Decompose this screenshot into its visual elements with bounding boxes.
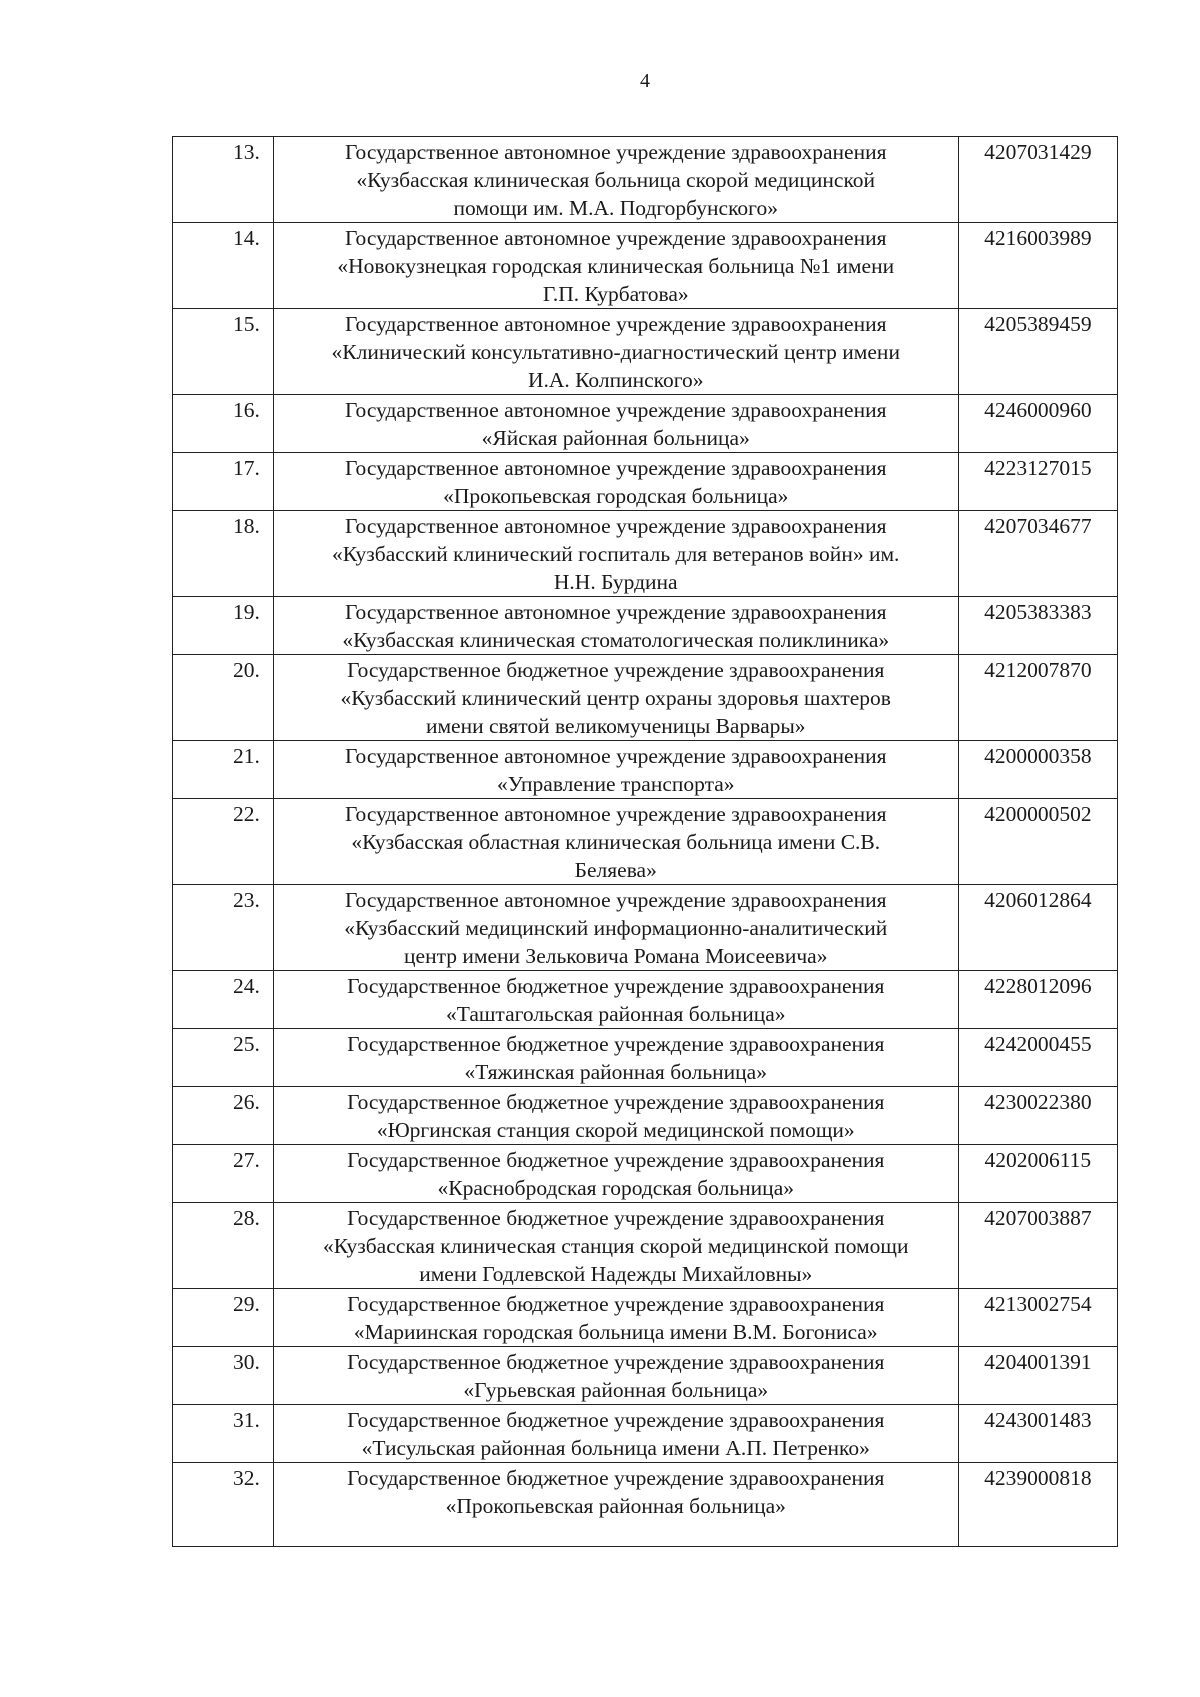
institution-name: [273, 799, 958, 885]
table-row: [173, 1029, 1118, 1087]
institution-name-line: Государственное автономное учреждение здравоохранения: [345, 312, 887, 336]
inn-number: 4243001483: [958, 1405, 1117, 1463]
institution-name-line: «Управление транспорта»: [496, 772, 735, 796]
institution-name: [273, 1289, 958, 1347]
table-row: [173, 1289, 1118, 1347]
institution-name-line: «Новокузнецкая городская клиническая больница №1 имени: [337, 254, 895, 278]
row-number: 16.: [173, 395, 274, 453]
institution-name-line: «Прокопьевская районная больница»: [445, 1494, 786, 1518]
institution-name: [273, 885, 958, 971]
institution-name: [273, 309, 958, 395]
row-number: 31.: [173, 1405, 274, 1463]
institution-name-line: Государственное автономное учреждение здравоохранения: [345, 456, 887, 480]
institution-name: [273, 511, 958, 597]
inn-number: 4213002754: [958, 1289, 1117, 1347]
table-row: [173, 1463, 1118, 1547]
row-number: 15.: [173, 309, 274, 395]
row-number: 27.: [173, 1145, 274, 1203]
institution-name: [273, 597, 958, 655]
inn-number: 4242000455: [958, 1029, 1117, 1087]
table-row: [173, 1087, 1118, 1145]
row-number: 13.: [173, 137, 274, 223]
table-body: [173, 137, 1118, 1547]
inn-number: 4207003887: [958, 1203, 1117, 1289]
institution-name-line: «Кузбасский клинический госпиталь для ветеранов войн» им.: [332, 542, 900, 566]
table-row: [173, 1405, 1118, 1463]
row-number: 28.: [173, 1203, 274, 1289]
inn-number: 4202006115: [958, 1145, 1117, 1203]
institution-name-line: имени Годлевской Надежды Михайловны»: [419, 1262, 813, 1286]
inn-number: 4207034677: [958, 511, 1117, 597]
institution-name: [273, 137, 958, 223]
page-number: 4: [640, 70, 650, 92]
row-number: 18.: [173, 511, 274, 597]
table-row: [173, 885, 1118, 971]
inn-number: 4239000818: [958, 1463, 1117, 1547]
institution-name-line: «Кузбасский медицинский информационно-аналитический: [344, 916, 888, 940]
inn-number: 4223127015: [958, 453, 1117, 511]
table-row: [173, 799, 1118, 885]
row-number: 26.: [173, 1087, 274, 1145]
row-number: 14.: [173, 223, 274, 309]
institution-name-line: Государственное бюджетное учреждение здравоохранения: [347, 1148, 885, 1172]
institution-name-line: И.А. Колпинского»: [527, 368, 704, 392]
table-row: [173, 223, 1118, 309]
inn-number: 4206012864: [958, 885, 1117, 971]
institution-name-line: «Яйская районная больница»: [481, 426, 750, 450]
inn-number: 4246000960: [958, 395, 1117, 453]
institution-name-line: Государственное бюджетное учреждение здравоохранения: [347, 658, 885, 682]
institution-name-line: «Кузбасская клиническая станция скорой медицинской помощи: [323, 1234, 909, 1258]
row-number: 21.: [173, 741, 274, 799]
table-row: [173, 453, 1118, 511]
inn-number: 4230022380: [958, 1087, 1117, 1145]
institution-name: [273, 655, 958, 741]
table-row: [173, 1145, 1118, 1203]
institution-name-line: «Юргинская станция скорой медицинской помощи»: [376, 1118, 855, 1142]
institution-name-line: «Краснобродская городская больница»: [437, 1176, 794, 1200]
institution-name: [273, 1029, 958, 1087]
institution-name: [273, 1087, 958, 1145]
inn-number: 4205389459: [958, 309, 1117, 395]
row-number: 17.: [173, 453, 274, 511]
inn-number: 4205383383: [958, 597, 1117, 655]
inn-number: 4200000502: [958, 799, 1117, 885]
institution-name-line: Государственное автономное учреждение здравоохранения: [345, 226, 887, 250]
table-row: [173, 597, 1118, 655]
row-number: 20.: [173, 655, 274, 741]
institution-name-line: имени святой великомученицы Варвары»: [425, 714, 806, 738]
inn-number: 4207031429: [958, 137, 1117, 223]
institution-name-line: «Тисульская районная больница имени А.П. Петренко»: [361, 1436, 870, 1460]
institution-name-line: Н.Н. Бурдина: [553, 570, 678, 594]
inn-number: 4200000358: [958, 741, 1117, 799]
institution-name-line: Государственное автономное учреждение здравоохранения: [345, 514, 887, 538]
institution-name: [273, 1347, 958, 1405]
table-row: [173, 971, 1118, 1029]
institution-name-line: «Мариинская городская больница имени В.М. Богониса»: [353, 1320, 878, 1344]
table-row: [173, 395, 1118, 453]
institutions-table: [172, 136, 1118, 1547]
institution-name-line: «Кузбасская клиническая больница скорой медицинской: [356, 168, 876, 192]
row-number: 19.: [173, 597, 274, 655]
institution-name-line: «Кузбасский клинический центр охраны здоровья шахтеров: [340, 686, 891, 710]
row-number: 30.: [173, 1347, 274, 1405]
table-row: [173, 1203, 1118, 1289]
table-row: [173, 741, 1118, 799]
institution-name-line: Г.П. Курбатова»: [542, 282, 689, 306]
table-row: [173, 137, 1118, 223]
institution-name-line: Государственное автономное учреждение здравоохранения: [345, 802, 887, 826]
row-number: 25.: [173, 1029, 274, 1087]
institution-name-line: помощи им. М.А. Подгорбунского»: [453, 196, 778, 220]
institution-name-line: центр имени Зельковича Романа Моисеевича»: [404, 944, 828, 968]
inn-number: 4204001391: [958, 1347, 1117, 1405]
institution-name-line: «Кузбасская клиническая стоматологическая поликлиника»: [342, 628, 890, 652]
institution-name: [273, 1203, 958, 1289]
institution-name: [273, 1405, 958, 1463]
table-row: [173, 511, 1118, 597]
institution-name: [273, 1145, 958, 1203]
table-row: [173, 309, 1118, 395]
institution-name-line: «Кузбасская областная клиническая больница имени С.В.: [351, 830, 881, 854]
inn-number: 4216003989: [958, 223, 1117, 309]
institution-name-line: Государственное автономное учреждение здравоохранения: [345, 600, 887, 624]
institution-name-line: Государственное автономное учреждение здравоохранения: [345, 398, 887, 422]
row-number: 24.: [173, 971, 274, 1029]
row-number: 29.: [173, 1289, 274, 1347]
institution-name-line: «Прокопьевская городская больница»: [443, 484, 789, 508]
institution-name-line: «Гурьевская районная больница»: [463, 1378, 769, 1402]
institution-name-line: Государственное бюджетное учреждение здравоохранения: [347, 1408, 885, 1432]
institution-name: [273, 395, 958, 453]
institution-name-line: Государственное бюджетное учреждение здравоохранения: [347, 974, 885, 998]
institution-name-line: Государственное автономное учреждение здравоохранения: [345, 140, 887, 164]
institution-name-line: Государственное бюджетное учреждение здравоохранения: [347, 1350, 885, 1374]
institution-name-line: «Клинический консультативно-диагностический центр имени: [331, 340, 900, 364]
institution-name-line: Государственное бюджетное учреждение здравоохранения: [347, 1206, 885, 1230]
institution-name-line: Государственное бюджетное учреждение здравоохранения: [347, 1292, 885, 1316]
institution-name-line: «Таштагольская районная больница»: [445, 1002, 786, 1026]
institution-name: [273, 453, 958, 511]
institution-name-line: Государственное бюджетное учреждение здравоохранения: [347, 1032, 885, 1056]
institution-name-line: Государственное бюджетное учреждение здравоохранения: [347, 1466, 885, 1490]
institution-name-line: Беляева»: [574, 858, 657, 882]
institution-name-line: «Тяжинская районная больница»: [464, 1060, 767, 1084]
inn-number: 4228012096: [958, 971, 1117, 1029]
institution-name: [273, 741, 958, 799]
institution-name-line: Государственное автономное учреждение здравоохранения: [345, 888, 887, 912]
row-number: 23.: [173, 885, 274, 971]
row-number: 32.: [173, 1463, 274, 1547]
inn-number: 4212007870: [958, 655, 1117, 741]
table-row: [173, 1347, 1118, 1405]
institution-name-line: Государственное автономное учреждение здравоохранения: [345, 744, 887, 768]
row-number: 22.: [173, 799, 274, 885]
institution-name-line: Государственное бюджетное учреждение здравоохранения: [347, 1090, 885, 1114]
institution-name: [273, 223, 958, 309]
institution-name: [273, 1463, 958, 1547]
institution-name: [273, 971, 958, 1029]
table-row: [173, 655, 1118, 741]
